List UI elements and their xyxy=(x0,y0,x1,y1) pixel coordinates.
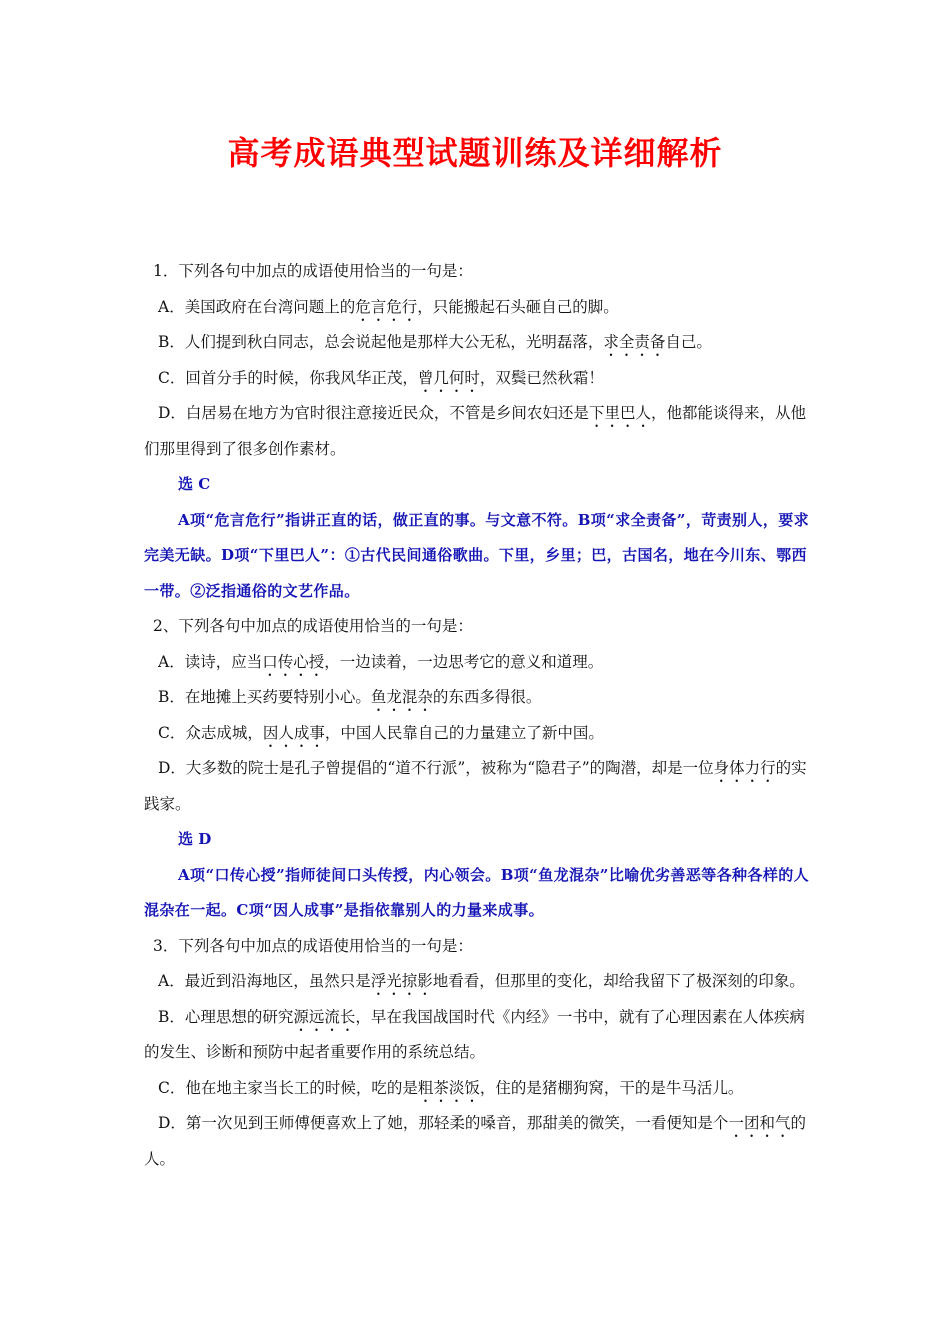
dotted-idiom: 曾几何时 xyxy=(417,368,480,387)
option-text: 的东西多得很。 xyxy=(432,688,542,706)
question-2-option-a xyxy=(144,645,810,681)
option-text: ，住的是猪棚狗窝，干的是牛马活儿。 xyxy=(479,1078,744,1097)
option-text: ，早在我国战国时代《内经》一书中，就有了心理因素在人体疾病的发生、诊断和预防中起者重要作用的系统总结。 xyxy=(144,1007,805,1061)
option-text: B．人们提到秋白同志，总会说起他是那样大公无私，光明磊落， xyxy=(158,333,604,351)
dotted-idiom: 鱼龙混杂 xyxy=(370,688,433,706)
dotted-idiom: 危言危行 xyxy=(355,297,418,316)
option-text: D．白居易在地方为官时很注意接近民众，不管是乡间农妇还是 xyxy=(158,404,589,422)
option-text: ，只能搬起石头砸自己的脚。 xyxy=(417,297,619,316)
option-text: 自己。 xyxy=(665,333,712,351)
dotted-idiom: 身体力行 xyxy=(713,759,776,777)
question-1-option-c xyxy=(144,361,810,397)
dotted-idiom: 一团和气 xyxy=(728,1114,791,1132)
option-text: ，他都能谈得来，从他们那里得到了很多创作素材。 xyxy=(144,404,806,458)
question-1-answer: 选 C xyxy=(178,475,211,493)
option-text: 的实践家。 xyxy=(144,759,807,813)
page-title: 高考成语典型试题训练及详细解析 xyxy=(227,134,723,172)
question-3-option-b xyxy=(144,1000,810,1071)
option-text: 的人。 xyxy=(144,1114,806,1168)
question-3-option-a xyxy=(144,964,810,1000)
question-2-answer: 选 D xyxy=(178,830,212,848)
question-list xyxy=(144,254,810,1177)
question-3-option-d xyxy=(144,1106,810,1177)
option-text: D．大多数的院士是孔子曾提倡的“道不行派”，被称为“隐君子”的陶潜，却是一位 xyxy=(158,759,714,777)
dotted-idiom: 求全责备 xyxy=(603,333,666,351)
question-3-stem: 3．下列各句中加点的成语使用恰当的一句是： xyxy=(153,936,473,955)
question-1-explanation: A项“危言危行”指讲正直的话，做正直的事。与文意不符。B项“求全责备”，苛责别人，要求完美无缺。D项“下里巴人”：①古代民间通俗歌曲。下里，乡里；巴，古国名，地在今川东、鄂西一带。②泛指通俗的文艺作品。 xyxy=(144,510,810,600)
dotted-idiom: 粗茶淡饭 xyxy=(417,1078,480,1097)
option-text: ，双鬓已然秋霜！ xyxy=(479,368,604,387)
dotted-idiom: 口传心授 xyxy=(262,652,325,671)
option-text: C．众志成城， xyxy=(158,723,263,742)
question-2-stem: 2、下列各句中加点的成语使用恰当的一句是： xyxy=(153,617,473,635)
question-3-option-c xyxy=(144,1071,810,1107)
option-text: A．最近到沿海地区，虽然只是 xyxy=(158,972,371,990)
question-1-stem: 1．下列各句中加点的成语使用恰当的一句是： xyxy=(153,262,473,280)
question-1-option-d xyxy=(144,396,810,467)
option-text: C．回首分手的时候，你我风华正茂， xyxy=(158,368,418,387)
option-text: ，一边读着，一边思考它的意义和道理。 xyxy=(324,652,604,671)
question-2-option-d xyxy=(144,751,810,822)
option-text: B．心理思想的研究 xyxy=(158,1007,294,1026)
option-text: A．美国政府在台湾问题上的 xyxy=(158,297,356,316)
question-1-option-b xyxy=(144,325,810,361)
question-2-option-b xyxy=(144,680,810,716)
option-text: B．在地摊上买药要特别小心。 xyxy=(158,688,371,706)
option-text: A．读诗，应当 xyxy=(158,652,263,671)
question-2-option-c xyxy=(144,716,810,752)
question-2-explanation: A项“口传心授”指师徒间口头传授，内心领会。B项“鱼龙混杂”比喻优劣善恶等各种各样的人混杂在一起。C项“因人成事”是指依靠别人的力量来成事。 xyxy=(144,865,810,919)
dotted-idiom: 因人成事 xyxy=(262,723,325,742)
dotted-idiom: 源远流长 xyxy=(293,1007,356,1026)
option-text: C．他在地主家当长工的时候，吃的是 xyxy=(158,1078,418,1097)
dotted-idiom: 浮光掠影 xyxy=(370,972,433,990)
option-text: ，中国人民靠自己的力量建立了新中国。 xyxy=(324,723,604,742)
option-text: D．第一次见到王师傅便喜欢上了她，那轻柔的嗓音，那甜美的微笑，一看便知是个 xyxy=(158,1114,729,1132)
dotted-idiom: 下里巴人 xyxy=(588,404,651,422)
option-text: 地看看，但那里的变化，却给我留下了极深刻的印象。 xyxy=(432,972,805,990)
question-1-option-a xyxy=(144,290,810,326)
